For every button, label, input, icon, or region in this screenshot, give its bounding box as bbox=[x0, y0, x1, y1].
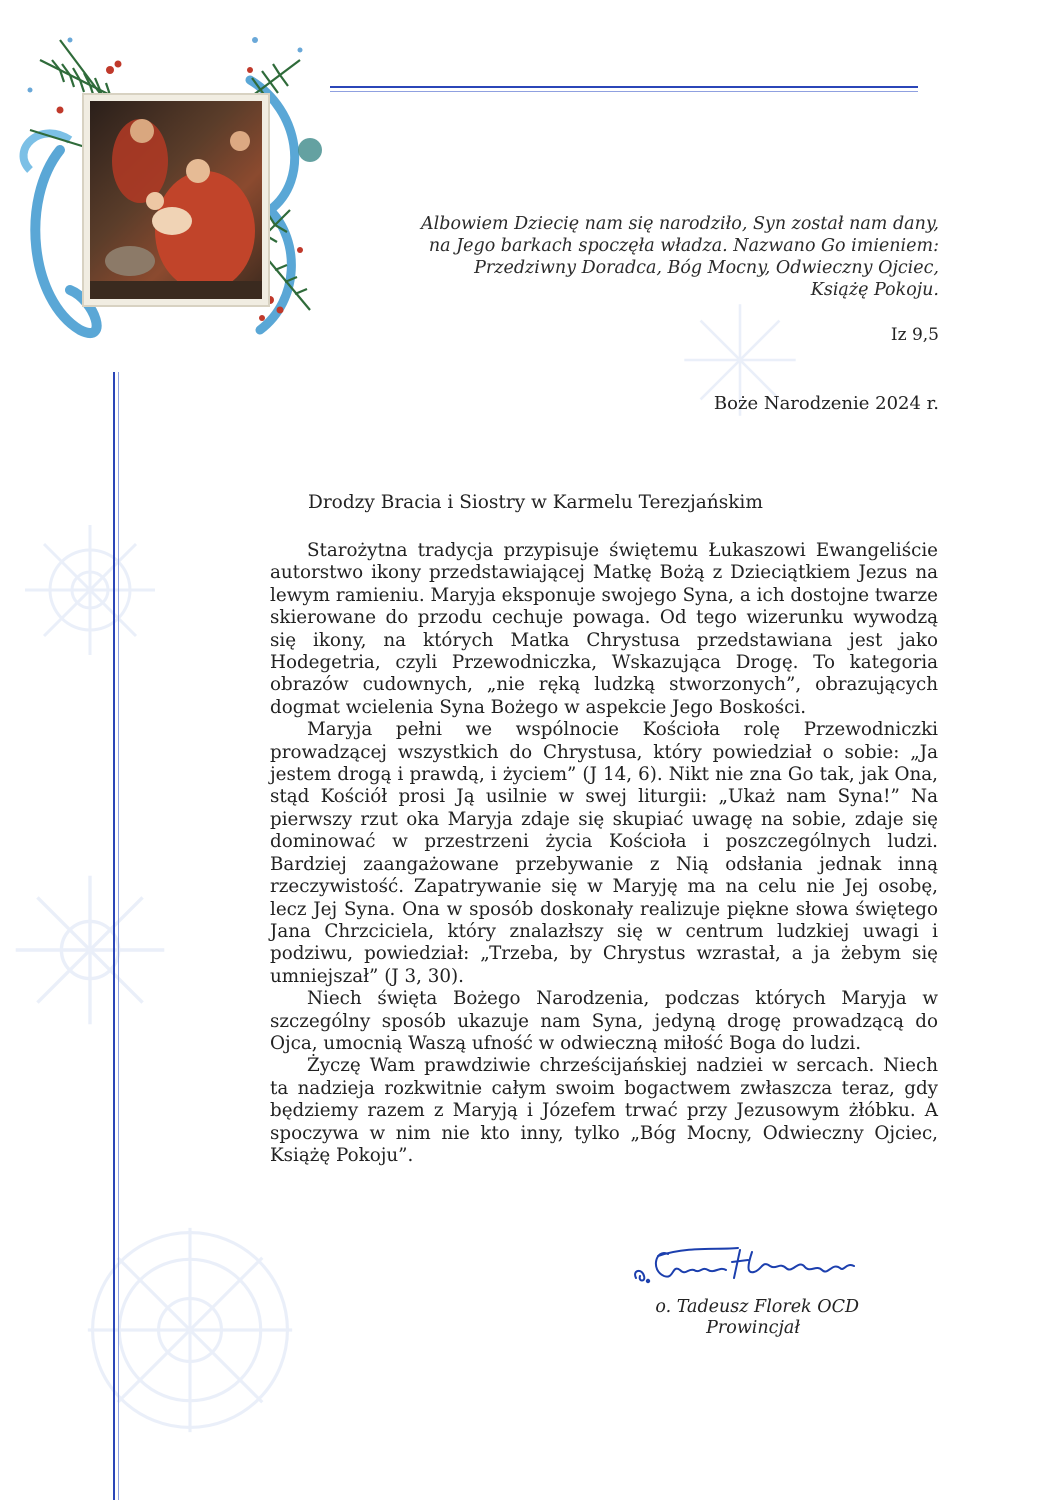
letter-date: Boże Narodzenie 2024 r. bbox=[713, 393, 939, 414]
body-paragraph: Niech święta Bożego Narodzenia, podczas których Maryja w szczególny sposób ukazuje nam Syna, jedyną drogę prowadzącą do Ojca, umocnią Waszą ufność w odwieczną miłość Boga do ludzi. bbox=[270, 988, 938, 1054]
epigraph-line: Książę Pokoju. bbox=[810, 280, 939, 300]
epigraph-line: na Jego barkach spoczęła władza. Nazwano Go imieniem: bbox=[428, 236, 939, 256]
epigraph-quote bbox=[399, 213, 939, 301]
epigraph-line: Albowiem Dziecię nam się narodziło, Syn został nam dany, bbox=[421, 214, 939, 234]
handwritten-signature bbox=[628, 1240, 868, 1290]
body-paragraph: Maryja pełni we wspólnocie Kościoła rolę Przewodniczki prowadzącej wszystkich do Chrystusa, który powiedział o sobie: „Ja jestem drogą i prawdą, i życiem” (J 14, 6). Nikt nie zna Go tak, jak Ona, stąd Kościół prosi Ją usilnie w swej liturgii: „Ukaż nam Syna!” Na pierwszy rzut oka Maryja zdaje się skupiać uwagę na sobie, zdaje się dominować w przestrzeni życia Kościoła i poszczególnych ludzi. Bardziej zaangażowane przebywanie z Nią odsłania jednak inną rzeczywistość. Zapatrywanie się w Maryję ma na celu nie Jej osobę, lecz Jej Syna. Ona w sposób doskonały realizuje piękne słowa świętego Jana Chrzciciela, który znalazłszy się w centrum ludzkiej uwagi i podziwu, powiedział: „Trzeba, by Chrystus wzrastał, a ja żebym się umniejszał” (J 3, 30). bbox=[270, 719, 938, 987]
signatory-title: Prowincjał bbox=[706, 1318, 800, 1338]
letter-body bbox=[270, 540, 938, 1167]
signatory-name: o. Tadeusz Florek OCD bbox=[655, 1297, 859, 1317]
nativity-painting bbox=[82, 93, 270, 307]
body-paragraph: Starożytna tradycja przypisuje świętemu Łukaszowi Ewangeliście autorstwo ikony przedstawiającej Matkę Bożą z Dzieciątkiem Jezus na lewym ramieniu. Maryja eksponuje swojego Syna, a ich dostojne twarze skierowane do przodu cechuje powaga. Od tego wizerunku wywodzą się ikony, na których Matka Chrystusa przedstawiana jest jako Hodegetria, czyli Przewodniczka, Wskazująca Drogę. To kategoria obrazów cudownych, „nie ręką ludzką stworzonych”, obrazujących dogmat wcielenia Syna Bożego w aspekcie Jego Boskości. bbox=[270, 540, 938, 718]
salutation: Drodzy Bracia i Siostry w Karmelu Terezjańskim bbox=[308, 492, 763, 513]
epigraph-reference: Iz 9,5 bbox=[890, 325, 939, 345]
top-border-rule bbox=[330, 86, 918, 95]
nativity-painting-icon bbox=[90, 101, 262, 299]
epigraph-line: Przedziwny Doradca, Bóg Mocny, Odwieczny Ojciec, bbox=[474, 258, 939, 278]
snowflake-pattern-icon bbox=[20, 520, 160, 660]
body-paragraph: Życzę Wam prawdziwie chrześcijańskiej nadziei w sercach. Niech ta nadzieja rozkwitnie całym swoim bogactwem zwłaszcza teraz, gdy będziemy razem z Maryją i Józefem trwać przy Jezusowym żłóbku. A spoczywa w nim nie kto inny, tylko „Bóg Mocny, Odwieczny Ojciec, Książę Pokoju”. bbox=[270, 1055, 938, 1166]
snowflake-pattern-icon bbox=[10, 870, 170, 1030]
